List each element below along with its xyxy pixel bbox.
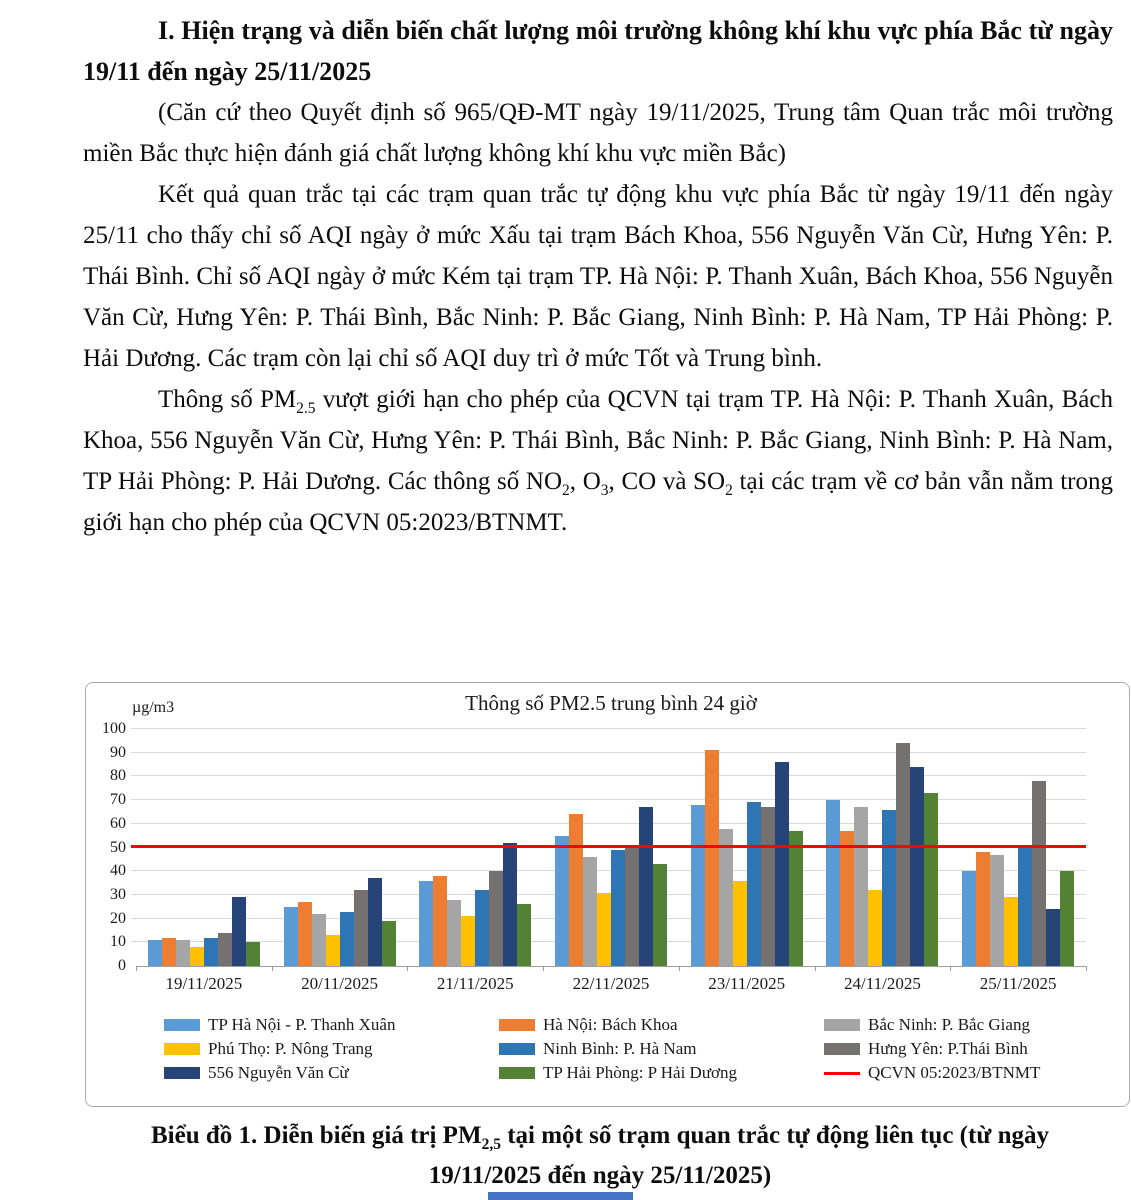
y-axis-tick-label: 40 [110,862,126,880]
bar-group [679,729,815,966]
bar [896,743,910,966]
text-run: vượt giới hạn cho phép của QCVN tại trạm TP. Hà Nội: P. Thanh Xuân, Bách Khoa, 556 Nguyễn Văn Cừ, Hưng Yên: P. Thái Bình, Bắc Ninh: P. Bắc Giang, Ninh Bình: P. Hà Nam, TP Hải Phòng: P. Hải Dương. Các thông số NO [83,386,1113,495]
bar [555,836,569,966]
subscript-text: 2.5 [296,400,316,417]
y-axis-tick-label: 60 [110,814,126,832]
y-axis-tick-label: 90 [110,743,126,761]
bar [232,897,246,966]
y-axis-tick-label: 80 [110,767,126,785]
x-axis-tick-label: 25/11/2025 [979,974,1057,993]
bar-group [815,729,951,966]
legend-item [164,1037,499,1061]
text-run: Biểu đồ 1. Diễn biến giá trị PM [151,1122,482,1149]
legend-color-swatch [499,1043,535,1055]
bar [962,871,976,966]
x-axis-tick [679,966,680,971]
paragraph [83,379,1113,543]
x-axis-tick-label: 23/11/2025 [708,974,786,993]
bar [789,831,803,966]
text-run: , O [569,468,601,495]
section-heading: I. Hiện trạng và diễn biến chất lượng môi trường không khí khu vực phía Bắc từ ngày 19/11 đến ngày 25/11/2025 [83,16,1113,86]
bar [148,940,162,966]
chart-caption [100,1116,1100,1196]
legend-label: Ninh Bình: P. Hà Nam [543,1039,697,1058]
bar-group [136,729,272,966]
legend-color-swatch [164,1067,200,1079]
bar [419,881,433,966]
bar [653,864,667,966]
bar [976,852,990,966]
y-axis-unit-label: µg/m3 [132,699,175,716]
bar-group [950,729,1086,966]
bar [583,857,597,966]
legend-item [164,1013,499,1037]
legend-label: Hưng Yên: P.Thái Bình [868,1039,1028,1058]
bar [517,904,531,966]
x-axis-tick-label: 24/11/2025 [844,974,921,993]
bar [569,814,583,966]
bar [691,805,705,966]
bar [176,940,190,966]
next-content-fragment [488,1192,633,1200]
bar [761,807,775,966]
bar [162,938,176,966]
bar [639,807,653,966]
bar [190,947,204,966]
y-axis-tick-label: 10 [110,933,126,951]
chart-title: Thông số PM2.5 trung bình 24 giờ [465,691,757,715]
bar-group [543,729,679,966]
bar [461,916,475,966]
legend-label: Bắc Ninh: P. Bắc Giang [868,1015,1030,1034]
legend-label: Hà Nội: Bách Khoa [543,1015,678,1034]
bar [246,942,260,966]
bar [475,890,489,966]
bar [218,933,232,966]
bar [733,881,747,966]
pm25-chart [85,682,1130,1107]
y-axis-tick-label: 30 [110,885,126,903]
qcvn-limit-line [131,845,1086,848]
bar [826,800,840,966]
text-run: Thông số PM [158,386,297,413]
bar [719,829,733,966]
x-axis-tick [272,966,273,971]
text-run: (Căn cứ theo Quyết định số 965/QĐ-MT ngày 19/11/2025, Trung tâm Quan trắc môi trường miền Bắc thực hiện đánh giá chất lượng không khí khu vực miền Bắc) [83,99,1113,167]
bar [204,938,218,966]
legend-item [824,1013,1124,1037]
bar [868,890,882,966]
bar [854,807,868,966]
legend-item [824,1061,1124,1085]
bar [354,890,368,966]
x-axis-tick [543,966,544,971]
x-axis-tick [407,966,408,971]
legend-item [164,1061,499,1085]
bar [489,871,503,966]
legend-line-swatch [824,1072,860,1075]
document-text [83,10,1113,543]
y-axis-tick-label: 0 [118,957,126,974]
bar [1060,871,1074,966]
x-axis-tick [1086,966,1087,971]
plot-area [136,729,1086,967]
legend-color-swatch [499,1067,535,1079]
text-run: tại một số trạm quan trắc tự động liên tục (từ ngày [500,1122,1049,1149]
bar [625,848,639,967]
bar [1004,897,1018,966]
y-axis-tick-label: 20 [110,909,126,927]
bar [924,793,938,966]
bar [312,914,326,966]
bar [910,767,924,966]
bar [340,912,354,967]
y-axis-tick-label: 50 [110,838,126,856]
bar [326,935,340,966]
legend-label: TP Hải Phòng: P Hải Dương [543,1063,738,1082]
legend-label: TP Hà Nội - P. Thanh Xuân [208,1015,396,1034]
x-axis-tick [950,966,951,971]
bar [990,855,1004,966]
y-axis-tick-label: 70 [110,791,126,809]
chart-legend [164,1013,1124,1085]
bar [382,921,396,966]
legend-color-swatch [824,1019,860,1031]
bar [1018,848,1032,967]
bar [433,876,447,966]
bar [775,762,789,966]
bar [298,902,312,966]
subscript-text: 3 [600,482,609,499]
text-run: , CO và SO [608,468,726,495]
paragraph [83,92,1113,174]
paragraph [83,174,1113,379]
x-axis-tick [815,966,816,971]
text-run: Kết quả quan trắc tại các trạm quan trắc tự động khu vực phía Bắc từ ngày 19/11 đến ngày 25/11 cho thấy chỉ số AQI ngày ở mức Xấu tại trạm Bách Khoa, 556 Nguyễn Văn Cừ, Hưng Yên: P. Thái Bình. Chỉ số AQI ngày ở mức Kém tại trạm TP. Hà Nội: P. Thanh Xuân, Bách Khoa, 556 Nguyễn Văn Cừ, Hưng Yên: P. Thái Bình, Bắc Ninh: P. Bắc Giang, Ninh Bình: P. Hà Nam, TP Hải Phòng: P. Hải Dương. Các trạm còn lại chỉ số AQI duy trì ở mức Tốt và Trung bình. [83,181,1113,372]
bar [503,843,517,966]
bar [1032,781,1046,966]
y-axis-tick-label: 100 [102,720,126,737]
legend-item [499,1037,824,1061]
text-run: 19/11/2025 đến ngày 25/11/2025) [428,1162,772,1189]
x-axis-tick-label: 22/11/2025 [572,974,650,993]
paragraphs [83,92,1113,543]
bar [840,831,854,966]
bar [747,802,761,966]
bar-group [272,729,408,966]
bar [368,878,382,966]
bar [284,907,298,966]
bar-group [407,729,543,966]
x-axis-tick-label: 21/11/2025 [436,974,514,993]
legend-item [824,1037,1124,1061]
bar [597,893,611,966]
bar [705,750,719,966]
text-run: tại các trạm về cơ bản vẫn nằm trong giới hạn cho phép của QCVN 05:2023/BTNMT. [83,468,1113,536]
legend-color-swatch [824,1043,860,1055]
x-axis-tick-label: 19/11/2025 [165,974,243,993]
legend-color-swatch [499,1019,535,1031]
legend-item [499,1061,824,1085]
x-axis-tick-label: 20/11/2025 [301,974,378,993]
bar [611,850,625,966]
legend-color-swatch [164,1043,200,1055]
subscript-text: 2,5 [481,1136,501,1153]
subscript-text: 2 [562,482,570,499]
legend-item [499,1013,824,1037]
legend-label: Phú Thọ: P. Nông Trang [208,1039,373,1058]
bar [882,810,896,966]
legend-label: QCVN 05:2023/BTNMT [868,1063,1041,1082]
x-axis-tick [136,966,137,971]
bar [1046,909,1060,966]
legend-color-swatch [164,1019,200,1031]
bar [447,900,461,966]
legend-label: 556 Nguyễn Văn Cừ [208,1063,349,1082]
subscript-text: 2 [725,482,733,499]
